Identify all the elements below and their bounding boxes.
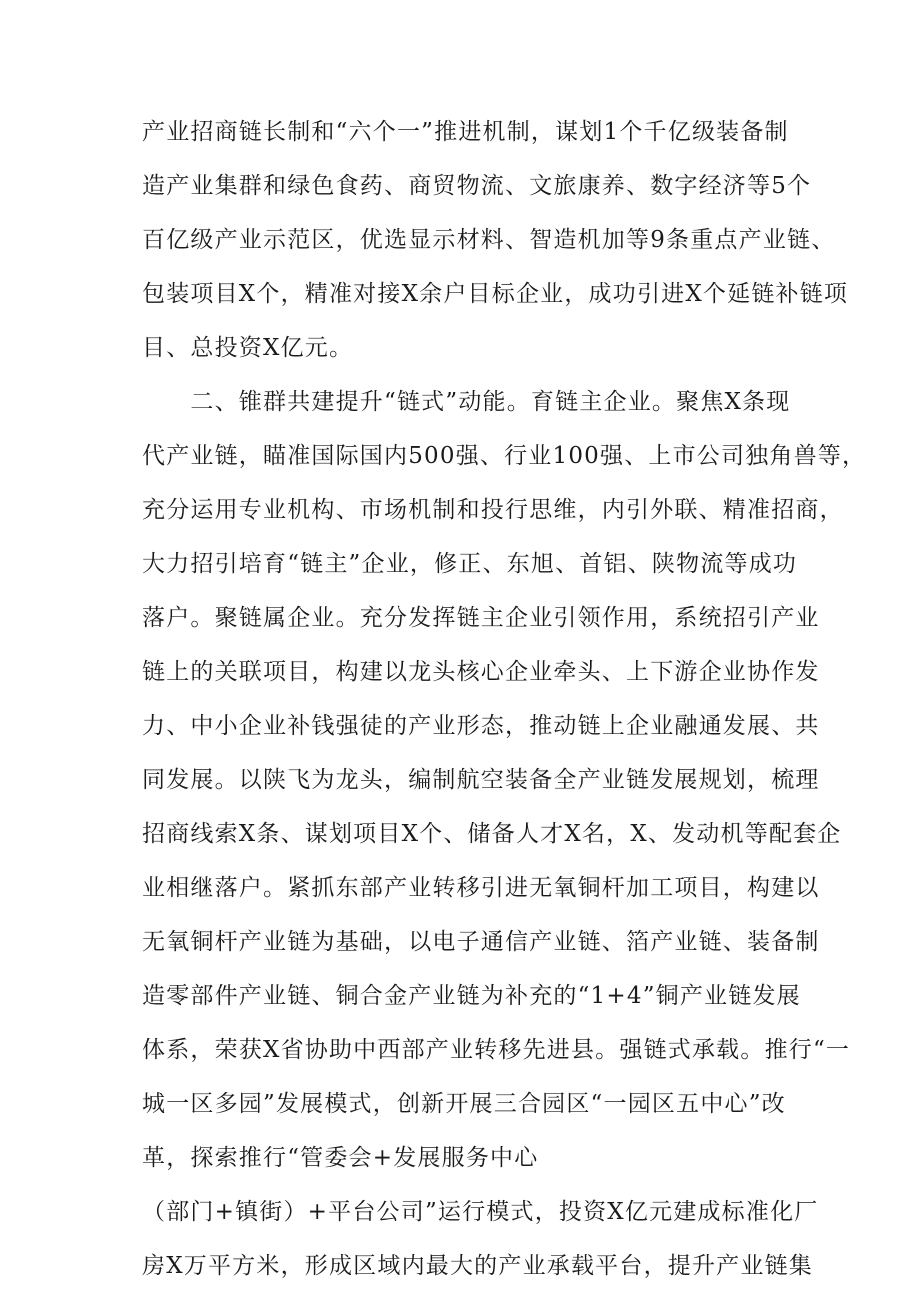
text-line: 二、锥群共建提升“链式”动能。育链主企业。聚焦X条现: [142, 389, 791, 415]
text-line: 充分运用专业机构、市场机制和投行思维，内引外联、精准招商，: [142, 497, 844, 523]
text-line: 城一区多园”发展模式，创新开展三合园区“一园区五中心”改: [142, 1091, 786, 1117]
text-line: 大力招引培育“链主”企业，修正、东旭、首铝、陕物流等成功: [142, 551, 798, 577]
document-body: [142, 105, 867, 1293]
text-line: 同发展。以陕飞为龙头，编制航空装备全产业链发展规划，梳理: [142, 767, 820, 793]
text-line: 业相继落户。紧抓东部产业转移引进无氧铜杆加工项目，构建以: [142, 875, 820, 901]
text-line: 体系，荣获X省协助中西部产业转移先进县。强链式承载。推行“一: [142, 1037, 851, 1063]
text-line: 造产业集群和绿色食药、商贸物流、文旅康养、数字经济等5个: [142, 173, 812, 199]
text-line: 造零部件产业链、铜合金产业链为补充的“1+4”铜产业链发展: [142, 983, 801, 1009]
text-line: 包装项目X个，精准对接X余户目标企业，成功引进X个延链补链项: [142, 281, 849, 307]
text-line: 产业招商链长制和“六个一”推进机制，谋划1个千亿级装备制: [142, 119, 789, 145]
text-line: 代产业链，瞄准国际国内500强、行业100强、上市公司独角兽等，: [142, 443, 867, 469]
text-line: 招商线索X条、谋划项目X个、储备人才X名，X、发动机等配套企: [142, 821, 842, 847]
text-line: 无氧铜杆产业链为基础，以电子通信产业链、箔产业链、装备制: [142, 929, 820, 955]
text-line: 链上的关联项目，构建以龙头核心企业牵头、上下游企业协作发: [142, 659, 820, 685]
text-line: （部门+镇街）+平台公司”运行模式，投资X亿元建成标准化厂: [142, 1199, 819, 1225]
text-line: 革，探索推行“管委会+发展服务中心: [142, 1145, 539, 1171]
text-line: 力、中小企业补钱强徒的产业形态，推动链上企业融通发展、共: [142, 713, 820, 739]
text-line: 房X万平方米，形成区域内最大的产业承载平台，提升产业链集: [142, 1253, 813, 1279]
text-line: 百亿级产业示范区，优选显示材料、智造机加等9条重点产业链、: [142, 227, 836, 253]
text-line: 目、总投资X亿元。: [142, 335, 354, 361]
text-line: 落户。聚链属企业。充分发挥链主企业引领作用，系统招引产业: [142, 605, 820, 631]
